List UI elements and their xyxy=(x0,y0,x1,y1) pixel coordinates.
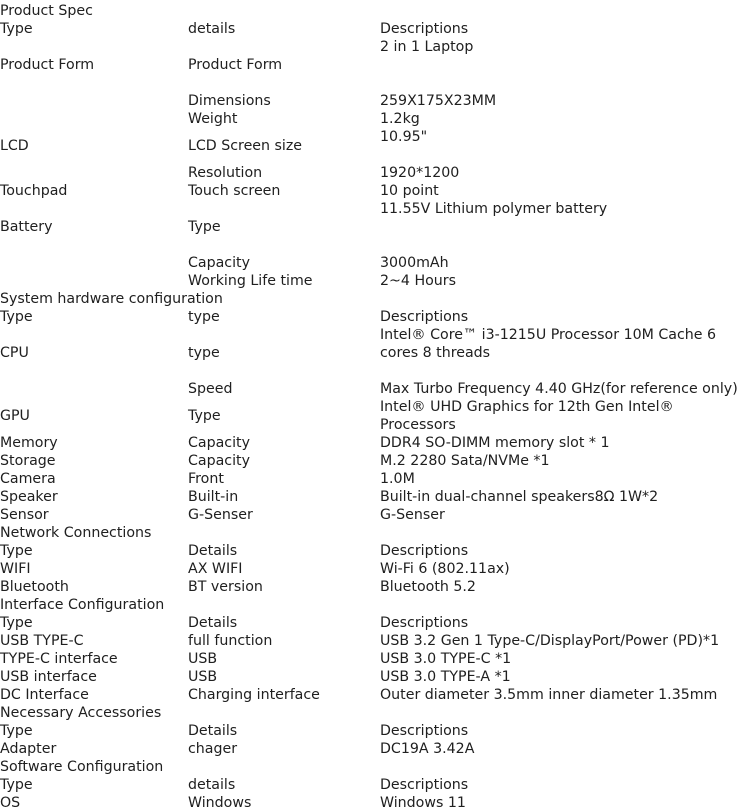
spec-label: Touch screen xyxy=(188,183,281,199)
spec-row xyxy=(0,308,749,326)
spec-value: 10.95" xyxy=(380,129,428,145)
spec-label: Type xyxy=(188,408,221,424)
spec-row xyxy=(0,560,749,578)
spec-label: Weight xyxy=(188,111,238,127)
spec-category: Type xyxy=(0,777,33,793)
section-title: Software Configuration xyxy=(0,759,164,775)
spec-category: Adapter xyxy=(0,741,57,757)
spec-row xyxy=(0,434,749,452)
spec-value: USB 3.2 Gen 1 Type-C/DisplayPort/Power (PD)*1 xyxy=(380,633,720,649)
spec-row xyxy=(0,398,749,434)
spec-row xyxy=(0,200,749,254)
spec-sheet xyxy=(0,2,749,812)
section-title: System hardware configuration xyxy=(0,291,223,307)
spec-value: Descriptions xyxy=(380,543,469,559)
spec-value: Descriptions xyxy=(380,21,469,37)
spec-value: 1.2kg xyxy=(380,111,420,127)
spec-row xyxy=(0,578,749,596)
spec-label: Working Life time xyxy=(188,273,313,289)
spec-category: Sensor xyxy=(0,507,49,523)
spec-value: DC19A 3.42A xyxy=(380,741,475,757)
spec-category: GPU xyxy=(0,408,30,424)
spec-row xyxy=(0,686,749,704)
spec-category: Speaker xyxy=(0,489,58,505)
spec-category xyxy=(0,110,188,128)
spec-category: Type xyxy=(0,21,33,37)
spec-label: Capacity xyxy=(188,255,251,271)
spec-category xyxy=(0,380,188,398)
spec-value: Descriptions xyxy=(380,723,469,739)
spec-label: Speed xyxy=(188,381,233,397)
spec-row xyxy=(0,38,749,92)
spec-value: Intel® Core™ i3-1215U Processor 10M Cache 6 cores 8 threads xyxy=(380,327,717,361)
spec-row xyxy=(0,254,749,272)
spec-label: AX WIFI xyxy=(188,561,243,577)
spec-label: Resolution xyxy=(188,165,263,181)
spec-category xyxy=(0,272,188,290)
spec-category: Type xyxy=(0,309,33,325)
section-title: Necessary Accessories xyxy=(0,705,162,721)
spec-value: 1920*1200 xyxy=(380,165,460,181)
spec-value: 11.55V Lithium polymer battery xyxy=(380,201,608,217)
spec-label: USB xyxy=(188,669,218,685)
spec-label: Capacity xyxy=(188,453,251,469)
spec-label: LCD Screen size xyxy=(188,138,303,154)
spec-label: type xyxy=(188,309,220,325)
spec-value: Bluetooth 5.2 xyxy=(380,579,476,595)
spec-value: Max Turbo Frequency 4.40 GHz(for reference only) xyxy=(380,381,738,397)
spec-label: Charging interface xyxy=(188,687,320,703)
spec-label: BT version xyxy=(188,579,263,595)
spec-value: USB 3.0 TYPE-A *1 xyxy=(380,669,511,685)
spec-label: USB xyxy=(188,651,218,667)
spec-row xyxy=(0,668,749,686)
spec-value: M.2 2280 Sata/NVMe *1 xyxy=(380,453,550,469)
spec-row xyxy=(0,776,749,794)
spec-label: type xyxy=(188,345,220,361)
spec-label: G-Senser xyxy=(188,507,253,523)
spec-value: 3000mAh xyxy=(380,255,449,271)
spec-category: Type xyxy=(0,615,33,631)
spec-label: Type xyxy=(188,219,221,235)
spec-row xyxy=(0,128,749,164)
spec-category xyxy=(0,164,188,182)
spec-category: Bluetooth xyxy=(0,579,69,595)
spec-category xyxy=(0,92,188,110)
spec-row xyxy=(0,794,749,812)
spec-category: Type xyxy=(0,543,33,559)
spec-value: Descriptions xyxy=(380,777,469,793)
spec-value: 10 point xyxy=(380,183,439,199)
spec-row xyxy=(0,92,749,110)
spec-category: LCD xyxy=(0,138,29,154)
spec-category: Memory xyxy=(0,435,58,451)
spec-row xyxy=(0,488,749,506)
spec-row xyxy=(0,164,749,182)
spec-category xyxy=(0,254,188,272)
spec-row xyxy=(0,614,749,632)
spec-category: Type xyxy=(0,723,33,739)
spec-category: TYPE-C interface xyxy=(0,651,118,667)
spec-row xyxy=(0,470,749,488)
spec-row xyxy=(0,452,749,470)
spec-label: Dimensions xyxy=(188,93,271,109)
spec-label: Capacity xyxy=(188,435,251,451)
spec-row xyxy=(0,326,749,380)
spec-value: USB 3.0 TYPE-C *1 xyxy=(380,651,512,667)
spec-value: 1.0M xyxy=(380,471,415,487)
spec-label: details xyxy=(188,21,236,37)
section-title: Network Connections xyxy=(0,525,152,541)
spec-category: CPU xyxy=(0,345,29,361)
spec-value: Outer diameter 3.5mm inner diameter 1.35mm xyxy=(380,687,718,703)
spec-label: Details xyxy=(188,543,238,559)
spec-value: DDR4 SO-DIMM memory slot * 1 xyxy=(380,435,610,451)
section-title: Product Spec xyxy=(0,3,93,19)
spec-category: USB TYPE-C xyxy=(0,633,84,649)
spec-value: Descriptions xyxy=(380,615,469,631)
spec-category: Product Form xyxy=(0,57,95,73)
spec-row xyxy=(0,272,749,290)
section-title: Interface Configuration xyxy=(0,597,165,613)
spec-row xyxy=(0,506,749,524)
spec-label: full function xyxy=(188,633,273,649)
spec-row xyxy=(0,20,749,38)
spec-label: Windows xyxy=(188,795,252,811)
spec-label: chager xyxy=(188,741,238,757)
spec-label: details xyxy=(188,777,236,793)
spec-row xyxy=(0,650,749,668)
spec-category: Touchpad xyxy=(0,183,68,199)
spec-category: Storage xyxy=(0,453,56,469)
spec-category: Battery xyxy=(0,219,53,235)
spec-row xyxy=(0,542,749,560)
spec-category: DC Interface xyxy=(0,687,89,703)
spec-row xyxy=(0,110,749,128)
spec-label: Front xyxy=(188,471,224,487)
spec-value: Descriptions xyxy=(380,309,469,325)
spec-value: Windows 11 xyxy=(380,795,466,811)
spec-category: OS xyxy=(0,795,21,811)
spec-label: Built-in xyxy=(188,489,239,505)
spec-value: 2 in 1 Laptop xyxy=(380,39,474,55)
spec-row xyxy=(0,380,749,398)
spec-value: 259X175X23MM xyxy=(380,93,497,109)
spec-row xyxy=(0,740,749,758)
spec-row xyxy=(0,632,749,650)
spec-label: Details xyxy=(188,615,238,631)
spec-label: Details xyxy=(188,723,238,739)
spec-label: Product Form xyxy=(188,57,283,73)
spec-value: 2~4 Hours xyxy=(380,273,457,289)
spec-category: Camera xyxy=(0,471,56,487)
spec-category: WIFI xyxy=(0,561,31,577)
spec-value: Intel® UHD Graphics for 12th Gen Intel® Processors xyxy=(380,399,674,433)
spec-value: G-Senser xyxy=(380,507,445,523)
spec-row xyxy=(0,182,749,200)
spec-value: Wi-Fi 6 (802.11ax) xyxy=(380,561,510,577)
spec-value: Built-in dual-channel speakers8Ω 1W*2 xyxy=(380,489,659,505)
spec-category: USB interface xyxy=(0,669,97,685)
